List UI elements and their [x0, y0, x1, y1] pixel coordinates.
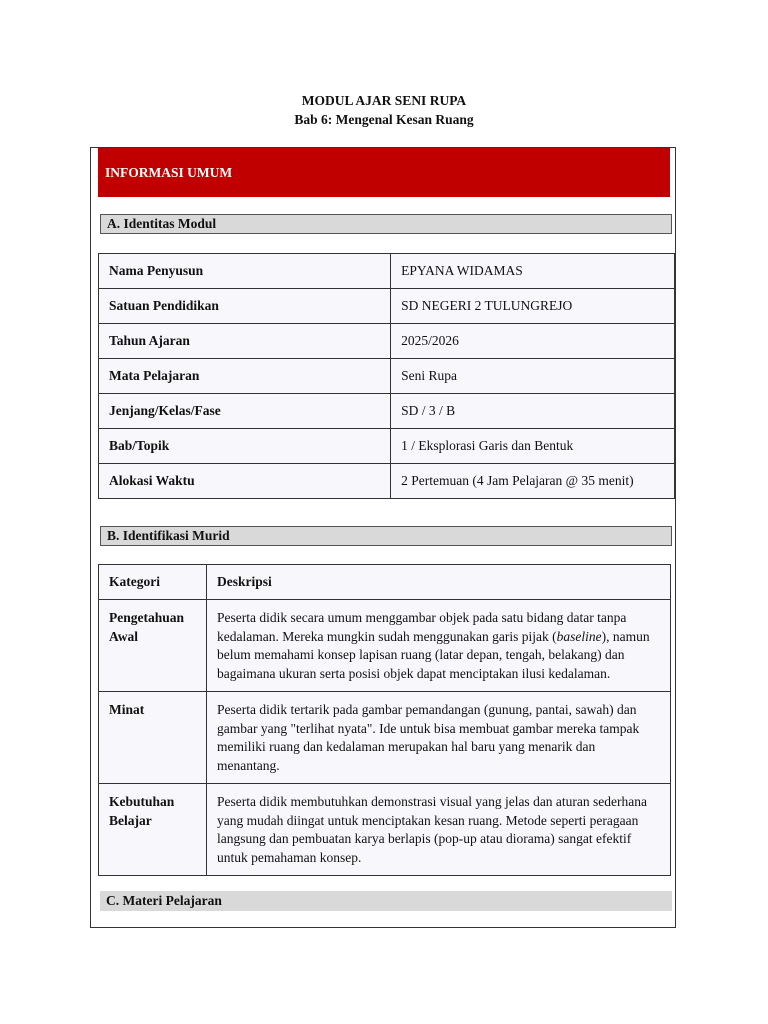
- row-label: Tahun Ajaran: [99, 324, 391, 359]
- table-row: [99, 464, 675, 499]
- desc-text: ), namun belum memahami konsep lapisan ruang (latar depan, tengah, belakang) dan bagaimana ukuran serta posisi objek dapat menciptakan ilusi kedalaman.: [217, 628, 650, 681]
- row-value: 1 / Eksplorasi Garis dan Bentuk: [391, 429, 675, 464]
- row-label: Nama Penyusun: [99, 254, 391, 289]
- table-row: [99, 324, 675, 359]
- row-description: Peserta didik membutuhkan demonstrasi visual yang jelas dan aturan sederhana yang mudah diingat untuk menciptakan kesan ruang. Metode seperti peragaan langsung dan pembuatan karya berlapis (pop-up atau diorama) sangat efektif untuk pemahaman konsep.: [207, 784, 671, 876]
- document-title: MODUL AJAR SENI RUPA: [301, 93, 467, 108]
- document-frame: [90, 147, 676, 928]
- row-label: Bab/Topik: [99, 429, 391, 464]
- row-value: EPYANA WIDAMAS: [391, 254, 675, 289]
- table-header-row: [99, 565, 671, 600]
- row-description: Peserta didik tertarik pada gambar pemandangan (gunung, pantai, sawah) dan gambar yang "terlihat nyata". Ide untuk bisa membuat gambar mereka tampak memiliki ruang dan kedalaman merupakan hal baru yang menarik dan menantang.: [207, 692, 671, 784]
- section-a-header: A. Identitas Modul: [100, 214, 672, 234]
- section-c-header: C. Materi Pelajaran: [100, 891, 672, 911]
- row-value: 2 Pertemuan (4 Jam Pelajaran @ 35 menit): [391, 464, 675, 499]
- row-label: Satuan Pendidikan: [99, 289, 391, 324]
- row-value: SD NEGERI 2 TULUNGREJO: [391, 289, 675, 324]
- table-row: [99, 600, 671, 692]
- row-label: Alokasi Waktu: [99, 464, 391, 499]
- table-row: [99, 394, 675, 429]
- column-header: Deskripsi: [207, 565, 671, 600]
- student-table: [98, 564, 671, 876]
- page-title: [0, 92, 768, 129]
- section-b-header: B. Identifikasi Murid: [100, 526, 672, 546]
- identity-table: [98, 253, 675, 499]
- row-label: Minat: [99, 692, 207, 784]
- document-subtitle: Bab 6: Mengenal Kesan Ruang: [294, 111, 474, 127]
- table-row: [99, 429, 675, 464]
- row-label: Mata Pelajaran: [99, 359, 391, 394]
- table-row: [99, 784, 671, 876]
- row-value: Seni Rupa: [391, 359, 675, 394]
- desc-emphasis: baseline: [556, 628, 602, 644]
- table-row: [99, 359, 675, 394]
- row-value: 2025/2026: [391, 324, 675, 359]
- row-label: Kebutuhan Belajar: [99, 784, 207, 876]
- info-banner: INFORMASI UMUM: [98, 148, 670, 197]
- row-value: SD / 3 / B: [391, 394, 675, 429]
- table-row: [99, 254, 675, 289]
- table-row: [99, 692, 671, 784]
- row-description: [207, 600, 671, 692]
- row-label: Pengetahuan Awal: [99, 600, 207, 692]
- desc-text: Peserta didik secara umum menggambar objek pada satu bidang datar tanpa kedalaman. Mereka mungkin sudah menggunakan garis pijak (: [217, 610, 627, 644]
- column-header: Kategori: [99, 565, 207, 600]
- table-row: [99, 289, 675, 324]
- row-label: Jenjang/Kelas/Fase: [99, 394, 391, 429]
